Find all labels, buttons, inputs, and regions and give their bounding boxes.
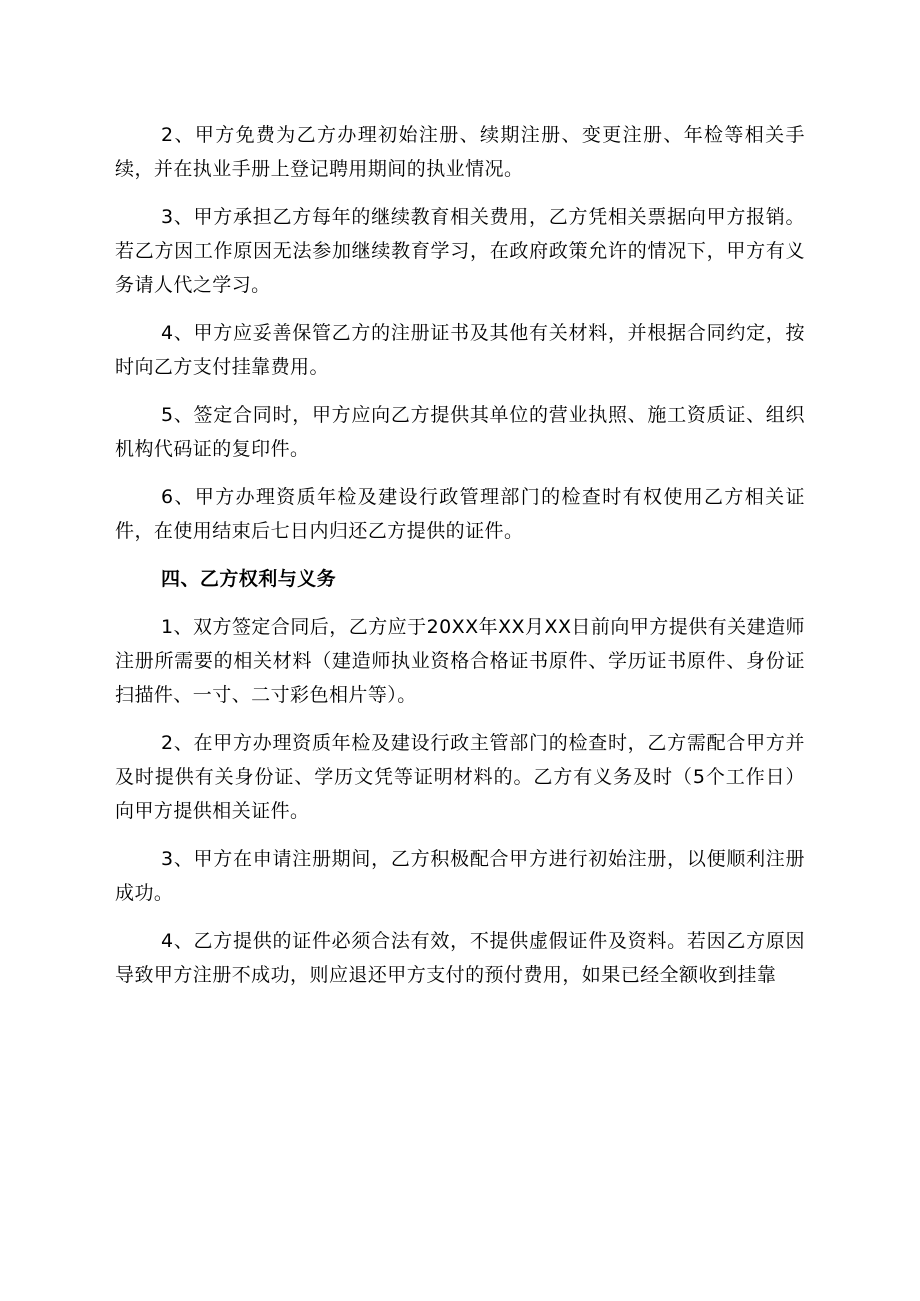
clause-a-5: 5、签定合同时，甲方应向乙方提供其单位的营业执照、施工资质证、组织机构代码证的复印件。 [115,404,805,460]
contract-body [115,118,805,1006]
clause-a-3: 3、甲方承担乙方每年的继续教育相关费用，乙方凭相关票据向甲方报销。若乙方因工作原因无法参加继续教育学习，在政府政策允许的情况下，甲方有义务请人代之学习。 [115,206,805,296]
clause-b-1: 1、双方签定合同后，乙方应于20XX年XX月XX日前向甲方提供有关建造师注册所需要的相关材料（建造师执业资格合格证书原件、学历证书原件、身份证扫描件、一寸、二寸彩色相片等）。 [115,616,805,706]
clause-a-2: 2、甲方免费为乙方办理初始注册、续期注册、变更注册、年检等相关手续，并在执业手册上登记聘用期间的执业情况。 [115,124,805,180]
clause-b-2: 2、在甲方办理资质年检及建设行政主管部门的检查时，乙方需配合甲方并及时提供有关身份证、学历文凭等证明材料的。乙方有义务及时（5个工作日）向甲方提供相关证件。 [115,732,805,822]
clause-a-6: 6、甲方办理资质年检及建设行政管理部门的检查时有权使用乙方相关证件，在使用结束后七日内归还乙方提供的证件。 [115,486,805,542]
clause-a-4: 4、甲方应妥善保管乙方的注册证书及其他有关材料，并根据合同约定，按时向乙方支付挂靠费用。 [115,322,805,378]
clause-b-3: 3、甲方在申请注册期间，乙方积极配合甲方进行初始注册，以便顺利注册成功。 [115,848,805,904]
section-heading-four: 四、乙方权利与义务 [161,568,337,590]
clause-b-4: 4、乙方提供的证件必须合法有效，不提供虚假证件及资料。若因乙方原因导致甲方注册不成功，则应退还甲方支付的预付费用，如果已经全额收到挂靠 [115,930,805,986]
